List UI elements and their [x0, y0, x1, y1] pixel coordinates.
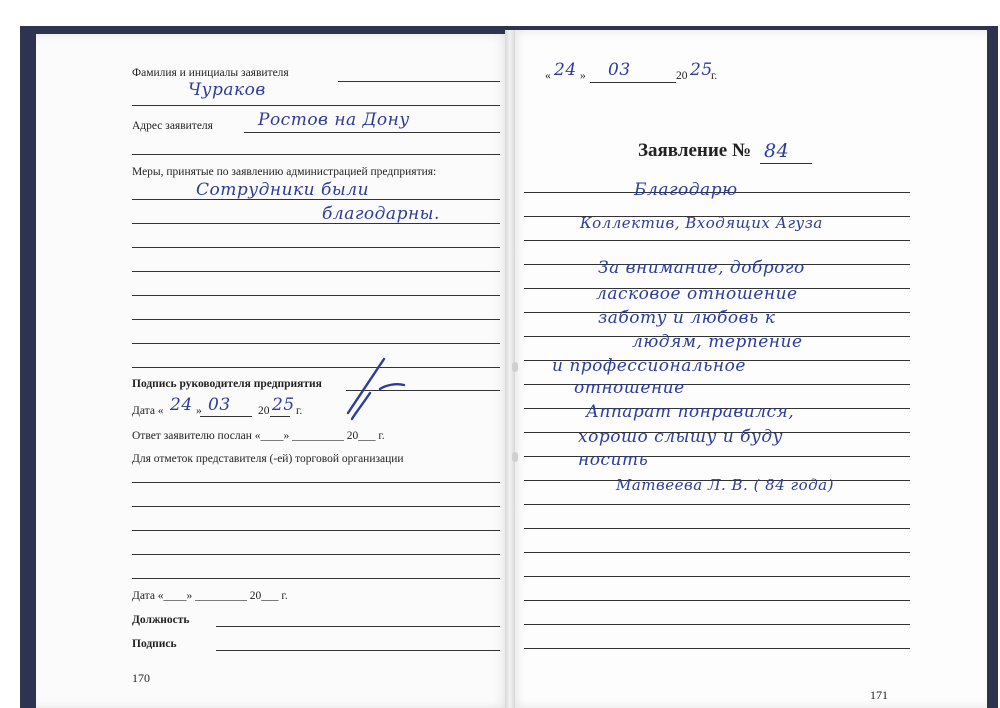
handwritten-line: отношение [574, 378, 685, 398]
date2-label: Дата «____» _________ 20___ г. [132, 590, 288, 602]
position-rule [216, 626, 500, 627]
position-label: Должность [132, 614, 190, 626]
signature-label: Подпись [132, 638, 177, 650]
handwritten-line: Аппарат понравился, [586, 402, 795, 422]
date-separator: » [196, 405, 202, 417]
applicant-name-rule [338, 81, 500, 82]
binding-hole [512, 452, 518, 462]
notes-rule [132, 506, 500, 507]
measures-rule [132, 343, 500, 344]
notes-rule [132, 482, 500, 483]
date-month-rule [200, 416, 252, 417]
application-number-rule [760, 163, 812, 164]
manager-signature-mark [340, 355, 410, 425]
rp-date-year-prefix: 20 [676, 70, 688, 82]
measures-rule [132, 247, 500, 248]
address-label: Адрес заявителя [132, 120, 213, 132]
notes-rule [132, 554, 500, 555]
measures-rule [132, 199, 500, 200]
handwritten-line: За внимание, доброго [598, 258, 805, 278]
rp-date-month: 03 [608, 60, 631, 80]
rp-rule [524, 600, 910, 601]
page-number-right: 171 [870, 688, 888, 702]
date-month: 03 [208, 395, 231, 415]
date-year-rule [270, 416, 290, 417]
notes-rule [132, 530, 500, 531]
address-rule [244, 132, 500, 133]
signature-rule [216, 650, 500, 651]
applicant-name-value: Чураков [188, 80, 266, 100]
date-day: 24 [170, 395, 193, 415]
handwritten-line: людям, терпение [632, 332, 803, 352]
address-value: Ростов на Дону [258, 110, 410, 130]
handwritten-line: Благодарю [634, 180, 738, 200]
rp-date-open: « [545, 70, 551, 82]
notes-rule [132, 578, 500, 579]
manager-signature-label: Подпись руководителя предприятия [132, 378, 322, 390]
date-end: г. [296, 405, 303, 417]
rp-date-day: 24 [554, 60, 577, 80]
handwritten-line: ласковое отношение [596, 284, 798, 304]
notes-label: Для отметок представителя (-ей) торговой организации [132, 453, 404, 465]
measures-line-1: Сотрудники были [196, 180, 370, 200]
left-page [36, 34, 509, 708]
rp-date-end: г. [711, 70, 718, 82]
handwritten-line: хорошо слышу и буду [578, 427, 783, 447]
measures-rule [132, 319, 500, 320]
date-year-prefix: 20 [258, 405, 270, 417]
rp-date-close: » [580, 70, 586, 82]
application-number: 84 [764, 140, 790, 162]
address-rule-2 [132, 154, 500, 155]
handwritten-line: Коллектив, Входящих Агуза [580, 214, 823, 232]
rp-rule [524, 240, 910, 241]
applicant-name-label: Фамилия и инициалы заявителя [132, 67, 289, 79]
application-title-label: Заявление № [638, 140, 752, 161]
binding-hole [512, 362, 518, 372]
rp-rule [524, 576, 910, 577]
measures-rule [132, 295, 500, 296]
measures-line-2: благодарны. [322, 204, 440, 224]
rp-date-year: 25 [690, 60, 713, 80]
date-year: 25 [272, 395, 295, 415]
measures-rule [132, 223, 500, 224]
handwritten-line: и профессиональное [552, 356, 746, 376]
applicant-name-rule-2 [132, 105, 500, 106]
rp-rule [524, 528, 910, 529]
handwritten-line: носить [578, 450, 649, 470]
rp-rule [524, 504, 910, 505]
application-title [638, 140, 751, 162]
rp-date-month-rule [590, 82, 676, 83]
measures-rule [132, 271, 500, 272]
date-label: Дата « [132, 405, 164, 417]
handwritten-line: заботу и любовь к [598, 308, 776, 328]
rp-rule [524, 624, 910, 625]
reply-sent-label: Ответ заявителю послан «____» _________ 20___ г. [132, 430, 385, 442]
measures-rule [132, 367, 500, 368]
handwritten-line: Матвеева Л. В. ( 84 года) [616, 476, 834, 494]
measures-label: Меры, принятые по заявлению администрацией предприятия: [132, 166, 437, 178]
rp-rule [524, 552, 910, 553]
rp-rule [524, 648, 910, 649]
page-number-left: 170 [132, 671, 150, 685]
